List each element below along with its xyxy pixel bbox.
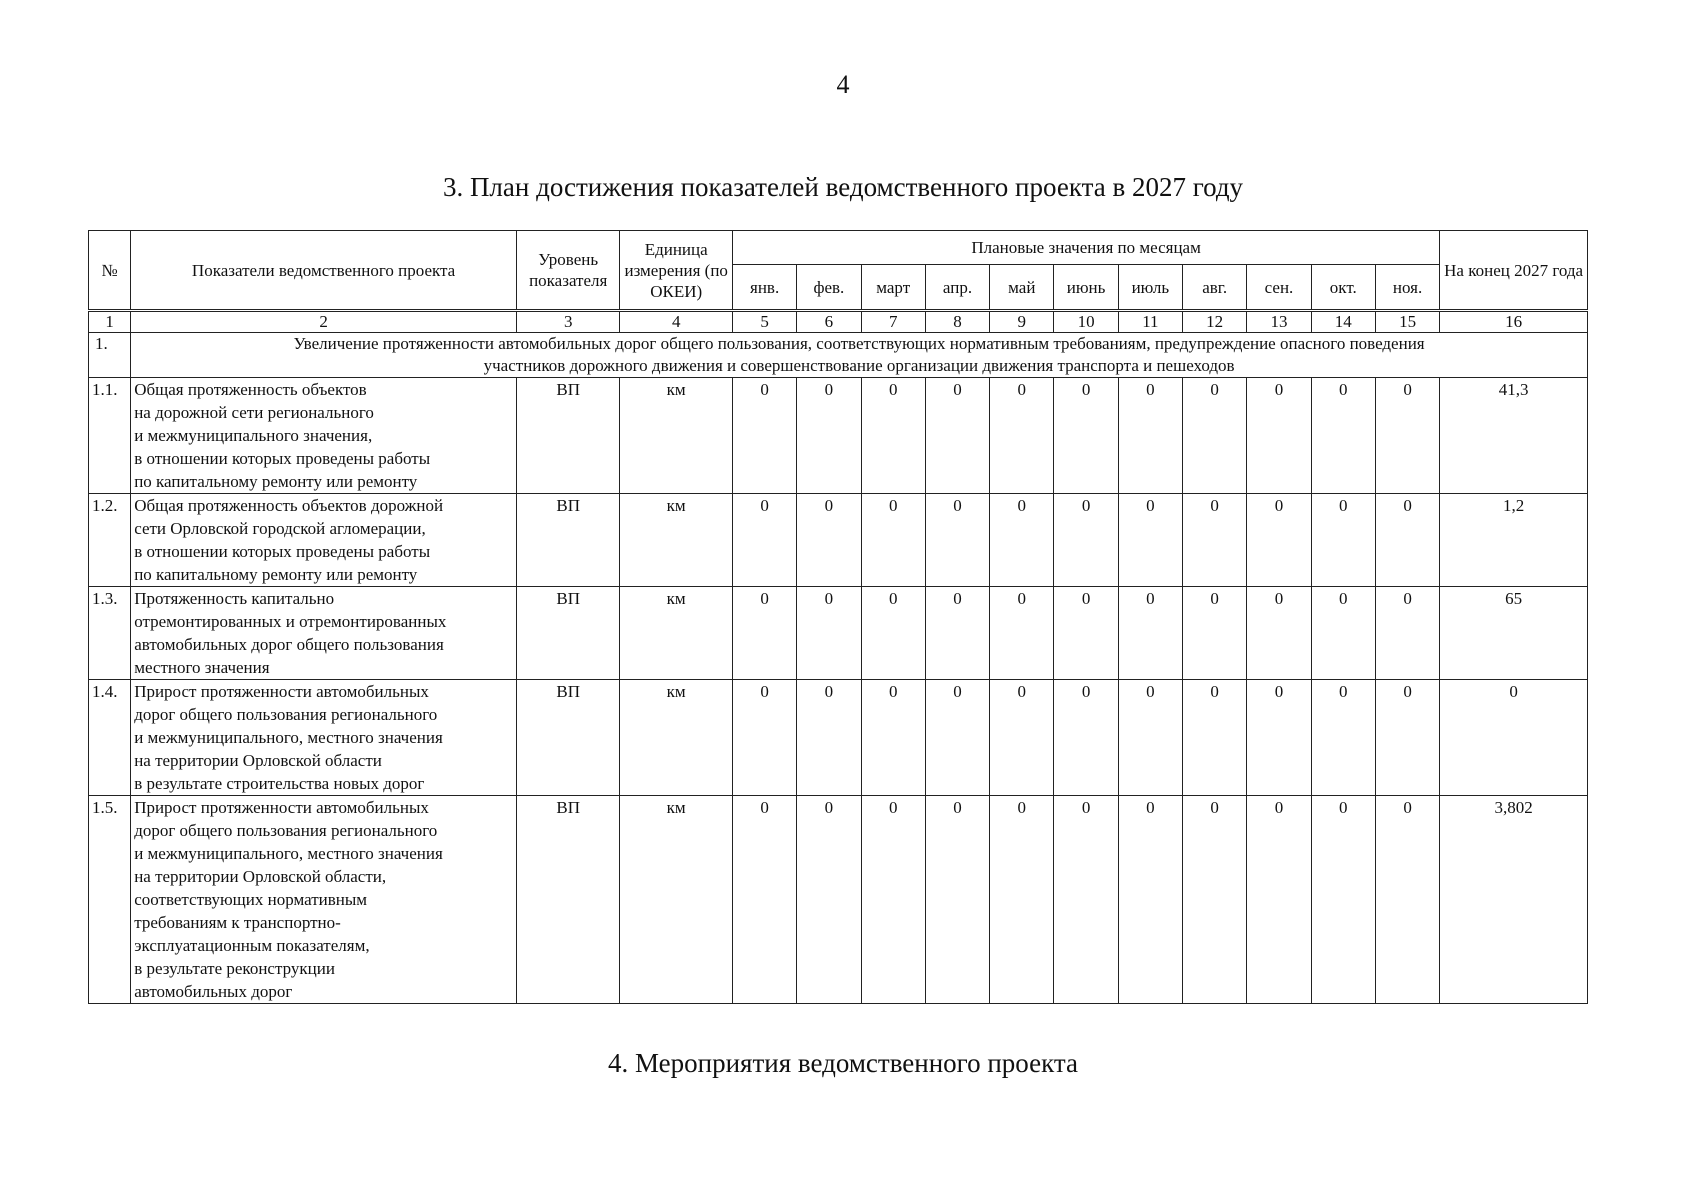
indicator-name-line: в отношении которых проведены работы <box>134 542 431 561</box>
month-value: 0 <box>1054 587 1118 680</box>
month-header: авг. <box>1183 265 1247 311</box>
month-value: 0 <box>1183 494 1247 587</box>
column-number: 2 <box>131 311 517 333</box>
indicator-name-line: по капитальному ремонту или ремонту <box>134 472 418 491</box>
header-indicator: Показатели ведомственного проекта <box>131 231 517 311</box>
indicator-level: ВП <box>516 378 619 494</box>
section-text <box>131 333 1588 378</box>
month-value: 0 <box>861 378 925 494</box>
month-value: 0 <box>1118 680 1182 796</box>
indicator-unit: км <box>620 587 733 680</box>
indicator-unit: км <box>620 680 733 796</box>
month-header: янв. <box>732 265 796 311</box>
column-number: 3 <box>516 311 619 333</box>
indicator-name-line: местного значения <box>134 658 270 677</box>
month-header: сен. <box>1247 265 1311 311</box>
indicator-name-line: дорог общего пользования регионального <box>134 705 438 724</box>
column-number: 13 <box>1247 311 1311 333</box>
header-level: Уровень показателя <box>516 231 619 311</box>
row-number: 1.1. <box>89 378 131 494</box>
month-value: 0 <box>797 378 861 494</box>
header-unit: Единица измерения (по ОКЕИ) <box>620 231 733 311</box>
month-value: 0 <box>925 796 989 1004</box>
month-value: 0 <box>861 680 925 796</box>
indicator-name-line: на территории Орловской области <box>134 751 382 770</box>
indicator-name-line: и межмуниципального значения, <box>134 426 373 445</box>
month-value: 0 <box>1054 378 1118 494</box>
end-of-year-value: 3,802 <box>1440 796 1588 1004</box>
indicator-name-line: эксплуатационным показателям, <box>134 936 370 955</box>
indicator-name-line: автомобильных дорог общего пользования <box>134 635 444 654</box>
month-header: ноя. <box>1375 265 1439 311</box>
indicator-name-line: требованиям к транспортно- <box>134 913 341 932</box>
section-num: 1. <box>89 333 131 378</box>
month-value: 0 <box>1247 796 1311 1004</box>
indicator-name-line: в результате строительства новых дорог <box>134 774 425 793</box>
indicator-name-line: Прирост протяженности автомобильных <box>134 682 429 701</box>
indicator-name-line: дорог общего пользования регионального <box>134 821 438 840</box>
month-value: 0 <box>861 796 925 1004</box>
column-number-row <box>89 311 1588 333</box>
table-row <box>89 680 1588 796</box>
month-value: 0 <box>861 587 925 680</box>
month-value: 0 <box>1118 587 1182 680</box>
indicator-name <box>131 680 517 796</box>
end-of-year-value: 1,2 <box>1440 494 1588 587</box>
month-value: 0 <box>797 494 861 587</box>
month-value: 0 <box>1183 680 1247 796</box>
end-of-year-value: 0 <box>1440 680 1588 796</box>
indicators-plan-table <box>88 230 1588 1004</box>
header-num: № <box>89 231 131 311</box>
indicator-name <box>131 587 517 680</box>
column-number: 12 <box>1183 311 1247 333</box>
month-value: 0 <box>1183 587 1247 680</box>
month-value: 0 <box>990 494 1054 587</box>
month-value: 0 <box>1118 378 1182 494</box>
month-header: окт. <box>1311 265 1375 311</box>
section-text-line-2: участников дорожного движения и совершенствование организации движения транспорта и пешеходов <box>483 356 1235 375</box>
header-planned-values: Плановые значения по месяцам <box>732 231 1439 265</box>
month-value: 0 <box>1375 680 1439 796</box>
table-row <box>89 587 1588 680</box>
indicator-name-line: Общая протяженность объектов <box>134 380 367 399</box>
month-value: 0 <box>1247 587 1311 680</box>
indicator-name <box>131 378 517 494</box>
section-4-title: 4. Мероприятия ведомственного проекта <box>608 1048 1078 1078</box>
column-number: 10 <box>1054 311 1118 333</box>
month-value: 0 <box>732 494 796 587</box>
indicator-name-line: Протяженность капитально <box>134 589 335 608</box>
month-value: 0 <box>990 378 1054 494</box>
month-value: 0 <box>1183 378 1247 494</box>
month-value: 0 <box>797 587 861 680</box>
month-value: 0 <box>732 587 796 680</box>
month-value: 0 <box>990 587 1054 680</box>
indicator-name-line: Прирост протяженности автомобильных <box>134 798 429 817</box>
month-value: 0 <box>1375 494 1439 587</box>
column-number: 6 <box>797 311 861 333</box>
month-header: июнь <box>1054 265 1118 311</box>
indicator-name-line: в отношении которых проведены работы <box>134 449 431 468</box>
end-of-year-value: 41,3 <box>1440 378 1588 494</box>
indicator-level: ВП <box>516 587 619 680</box>
month-header: март <box>861 265 925 311</box>
column-number: 5 <box>732 311 796 333</box>
month-value: 0 <box>1311 494 1375 587</box>
column-number: 1 <box>89 311 131 333</box>
month-value: 0 <box>1375 378 1439 494</box>
month-value: 0 <box>1375 587 1439 680</box>
indicator-unit: км <box>620 796 733 1004</box>
month-value: 0 <box>1118 796 1182 1004</box>
month-value: 0 <box>925 680 989 796</box>
month-value: 0 <box>797 680 861 796</box>
month-value: 0 <box>861 494 925 587</box>
column-number: 16 <box>1440 311 1588 333</box>
section-text-line-1: Увеличение протяженности автомобильных дорог общего пользования, соответствующих нормативным требованиям, предупреждение опасного поведения <box>293 334 1425 353</box>
indicator-name-line: Общая протяженность объектов дорожной <box>134 496 444 515</box>
month-value: 0 <box>732 796 796 1004</box>
table-row <box>89 796 1588 1004</box>
column-number: 4 <box>620 311 733 333</box>
indicator-unit: км <box>620 378 733 494</box>
table-header <box>89 231 1588 311</box>
column-number: 9 <box>990 311 1054 333</box>
indicator-level: ВП <box>516 796 619 1004</box>
indicator-name-line: сети Орловской городской агломерации, <box>134 519 426 538</box>
month-value: 0 <box>925 494 989 587</box>
table-row <box>89 494 1588 587</box>
month-value: 0 <box>732 680 796 796</box>
indicator-name <box>131 494 517 587</box>
column-number: 14 <box>1311 311 1375 333</box>
indicator-name-line: в результате реконструкции <box>134 959 335 978</box>
page-number: 4 <box>836 70 850 99</box>
month-value: 0 <box>1311 680 1375 796</box>
month-value: 0 <box>1183 796 1247 1004</box>
month-value: 0 <box>1054 796 1118 1004</box>
end-of-year-value: 65 <box>1440 587 1588 680</box>
table-body <box>89 311 1588 1004</box>
month-value: 0 <box>1054 494 1118 587</box>
column-number: 15 <box>1375 311 1439 333</box>
indicator-name-line: на дорожной сети регионального <box>134 403 374 422</box>
row-number: 1.5. <box>89 796 131 1004</box>
header-end-of-year: На конец 2027 года <box>1440 231 1588 311</box>
month-value: 0 <box>1247 680 1311 796</box>
indicator-name-line: соответствующих нормативным <box>134 890 368 909</box>
column-number: 8 <box>925 311 989 333</box>
month-value: 0 <box>732 378 796 494</box>
column-number: 11 <box>1118 311 1182 333</box>
section-3-title: 3. План достижения показателей ведомственного проекта в 2027 году <box>442 172 1244 202</box>
indicator-level: ВП <box>516 680 619 796</box>
indicator-level: ВП <box>516 494 619 587</box>
month-value: 0 <box>990 680 1054 796</box>
indicator-name-line: отремонтированных и отремонтированных <box>134 612 447 631</box>
month-value: 0 <box>1118 494 1182 587</box>
month-value: 0 <box>1375 796 1439 1004</box>
month-value: 0 <box>925 378 989 494</box>
month-value: 0 <box>797 796 861 1004</box>
month-value: 0 <box>1054 680 1118 796</box>
month-value: 0 <box>1247 378 1311 494</box>
month-value: 0 <box>1247 494 1311 587</box>
month-header: май <box>990 265 1054 311</box>
indicator-name-line: на территории Орловской области, <box>134 867 387 886</box>
indicator-unit: км <box>620 494 733 587</box>
month-value: 0 <box>1311 587 1375 680</box>
month-header: фев. <box>797 265 861 311</box>
month-header: июль <box>1118 265 1182 311</box>
column-number: 7 <box>861 311 925 333</box>
row-number: 1.4. <box>89 680 131 796</box>
month-value: 0 <box>1311 796 1375 1004</box>
month-value: 0 <box>925 587 989 680</box>
month-value: 0 <box>1311 378 1375 494</box>
table-row <box>89 378 1588 494</box>
row-number: 1.3. <box>89 587 131 680</box>
indicator-name-line: автомобильных дорог <box>134 982 293 1001</box>
indicator-name-line: по капитальному ремонту или ремонту <box>134 565 418 584</box>
row-number: 1.2. <box>89 494 131 587</box>
indicator-name-line: и межмуниципального, местного значения <box>134 728 443 747</box>
month-header: апр. <box>925 265 989 311</box>
indicator-name <box>131 796 517 1004</box>
section-row <box>89 333 1588 378</box>
month-value: 0 <box>990 796 1054 1004</box>
indicator-name-line: и межмуниципального, местного значения <box>134 844 443 863</box>
